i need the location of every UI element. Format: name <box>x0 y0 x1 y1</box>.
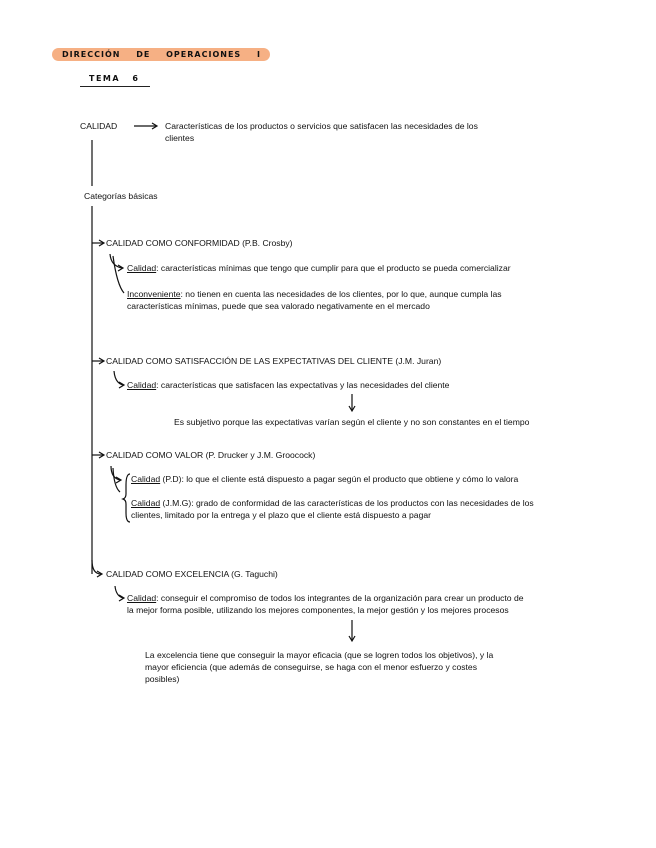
excelencia-note1: La excelencia tiene que conseguir la mayor eficacia (que se logren todos los objetivos), y la <box>145 650 494 660</box>
satisfaccion-calidad-text: : características que satisfacen las expectativas y las necesidades del cliente <box>156 380 450 390</box>
excelencia-heading: CALIDAD COMO EXCELENCIA (G. Taguchi) <box>106 569 278 579</box>
conformidad-inconveniente <box>127 288 502 312</box>
satisfaccion-calidad-term: Calidad <box>127 380 157 390</box>
calidad-definition <box>165 120 478 144</box>
calidad-definition-line1: Características de los productos o servicios que satisfacen las necesidades de los <box>165 121 478 131</box>
conformidad-inconv-text1: : no tienen en cuenta las necesidades de los clientes, por lo que, aunque cumpla las <box>180 289 502 299</box>
satisfaccion-note: Es subjetivo porque las expectativas varían según el cliente y no son constantes en el tiempo <box>174 417 530 427</box>
valor-jmg-text2: clientes, limitado por la entrega y el plazo que el cliente está dispuesto a pagar <box>131 510 432 520</box>
conformidad-heading: CALIDAD COMO CONFORMIDAD (P.B. Crosby) <box>106 238 293 248</box>
satisfaccion-heading: CALIDAD COMO SATISFACCIÓN DE LAS EXPECTATIVAS DEL CLIENTE (J.M. Juran) <box>106 356 442 366</box>
excelencia-calidad-text1: : conseguir el compromiso de todos los integrantes de la organización para crear un producto de <box>156 593 524 603</box>
valor-jmg-term: Calidad <box>131 498 161 508</box>
satisfaccion-calidad <box>127 380 449 390</box>
categorias-label: Categorías básicas <box>84 191 158 201</box>
valor-pd-term: Calidad <box>131 474 161 484</box>
valor-pd-suffix: (P.D) <box>162 474 182 484</box>
excelencia-calidad <box>127 592 524 616</box>
calidad-label: CALIDAD <box>80 121 118 131</box>
valor-jmg-text1: : grado de conformidad de las características de los productos con las necesidades de los <box>191 498 534 508</box>
excelencia-calidad-text2: la mejor forma posible, utilizando los mejores componentes, la mejor gestión y los mejores procesos <box>127 605 509 615</box>
valor-jmg <box>131 497 534 521</box>
conformidad-inconv-text2: características mínimas, puede que sea valorado negativamente en el mercado <box>127 301 430 311</box>
conformidad-inconv-term: Inconveniente <box>127 289 181 299</box>
excelencia-note3: posibles) <box>145 674 180 684</box>
calidad-definition-line2: clientes <box>165 133 195 143</box>
valor-heading: CALIDAD COMO VALOR (P. Drucker y J.M. Groocock) <box>106 450 316 460</box>
excelencia-calidad-term: Calidad <box>127 593 157 603</box>
page-subtitle: TEMA 6 <box>89 74 140 83</box>
conformidad-calidad-text: : características mínimas que tengo que cumplir para que el producto se pueda comercializar <box>156 263 511 273</box>
conformidad-calidad-term: Calidad <box>127 263 157 273</box>
valor-jmg-suffix: (J.M.G) <box>162 498 192 508</box>
conformidad-calidad <box>127 263 511 273</box>
page-title: DIRECCIÓN DE OPERACIONES I <box>62 50 261 59</box>
valor-pd-text: : lo que el cliente está dispuesto a pagar según el producto que obtiene y cómo lo valora <box>181 474 519 484</box>
valor-pd <box>131 474 518 484</box>
excelencia-note2: mayor eficiencia (que además de conseguirse, se haga con el menor esfuerzo y costes <box>145 662 477 672</box>
excelencia-note <box>145 649 493 685</box>
